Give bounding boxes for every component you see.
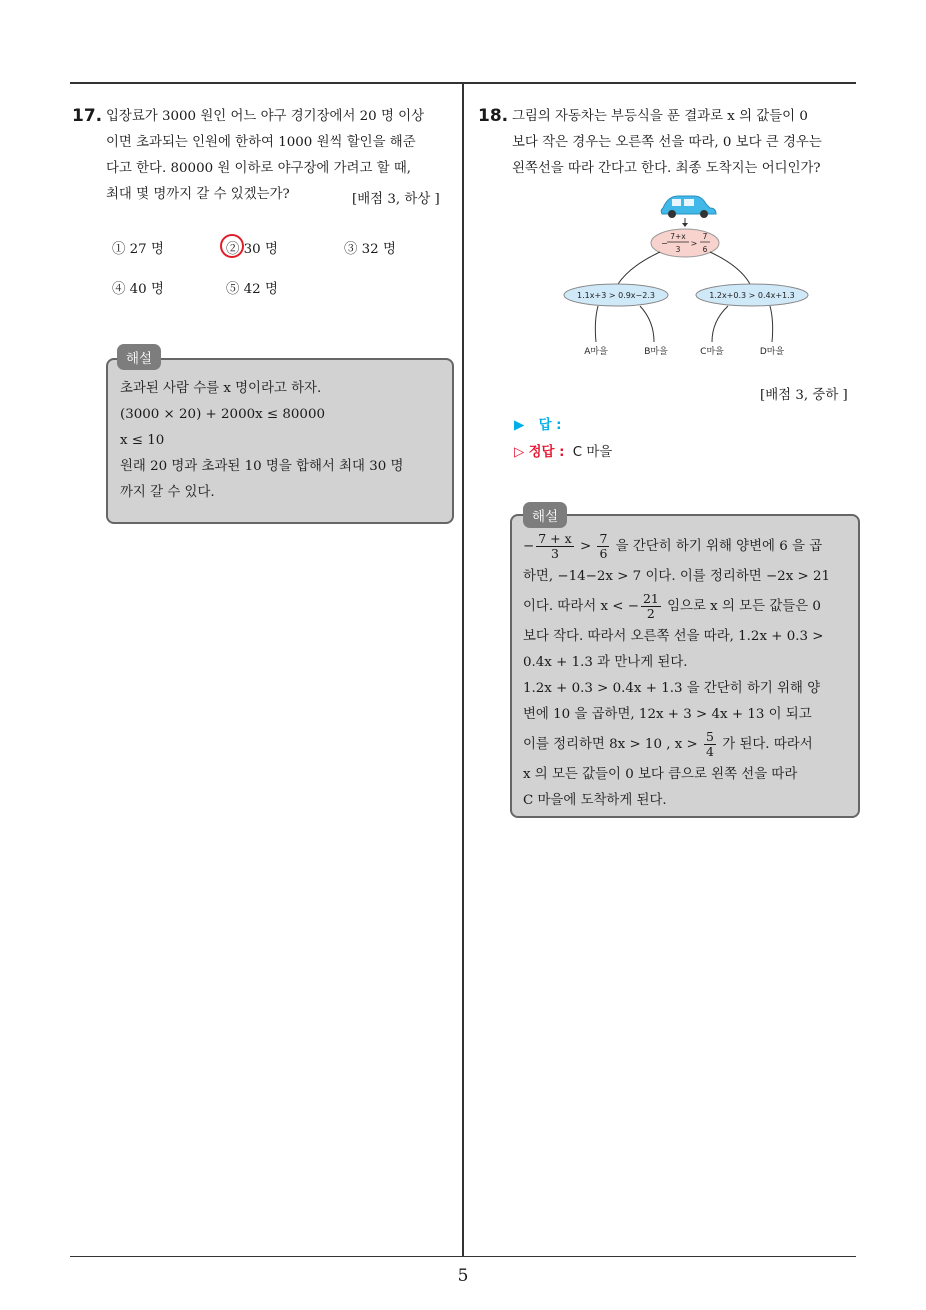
choice-text: 40 명	[129, 282, 164, 297]
choice-4[interactable]	[112, 278, 164, 297]
choice-text: 30 명	[243, 242, 278, 257]
question-number: 17.	[72, 106, 103, 126]
outline-play-icon: ▷	[514, 445, 525, 460]
correct-value: C 마을	[572, 445, 613, 460]
explanation-box	[510, 514, 860, 818]
leaf-b-village: B마을	[644, 347, 668, 357]
fraction	[641, 592, 661, 621]
explanation-line: 변에 10 을 곱하면, 12x + 3 > 4x + 13 이 되고	[523, 707, 812, 722]
fraction-denominator: 2	[646, 606, 655, 621]
explanation-line: 0.4x + 1.3 과 만나게 된다.	[523, 655, 688, 670]
bottom-rule	[70, 1256, 856, 1257]
left-node-label: 1.1x+3 > 0.9x−2.3	[577, 291, 655, 300]
choice-mark: ②	[226, 242, 240, 257]
answer-label: 답 :	[538, 418, 562, 433]
choice-text: 32 명	[361, 242, 396, 257]
choice-3[interactable]	[344, 238, 396, 257]
explanation-text-run: 이다. 따라서 x < −	[523, 599, 639, 614]
car-icon	[661, 196, 716, 218]
fraction-denominator: 3	[550, 546, 559, 561]
question-line: 다고 한다. 80000 원 이하로 야구장에 가려고 할 때,	[106, 161, 412, 176]
explanation-line: 하면, −14−2x > 7 이다. 이를 정리하면 −2x > 21	[523, 569, 831, 584]
explanation-line: 원래 20 명과 초과된 10 명을 합해서 최대 30 명	[120, 459, 404, 474]
explanation-line: x 의 모든 값들이 0 보다 큼으로 왼쪽 선을 따라	[523, 767, 798, 782]
choice-1[interactable]	[112, 238, 164, 257]
explanation-text-run: 임으로 x 의 모든 값들은 0	[667, 599, 821, 614]
question-text	[512, 104, 862, 182]
fraction-numerator: 21	[642, 591, 659, 606]
leaf-c-village: C마을	[700, 347, 724, 357]
choice-mark: ③	[344, 242, 358, 257]
question-number: 18.	[478, 106, 509, 126]
play-icon: ▶	[514, 418, 525, 433]
choice-2[interactable]	[226, 238, 278, 257]
explanation-line	[523, 530, 851, 564]
explanation-line	[523, 728, 851, 762]
choice-mark: ①	[112, 242, 126, 257]
question-line: 최대 몇 명까지 갈 수 있겠는가?	[106, 187, 290, 202]
question-line: 이면 초과되는 인원에 한하여 1000 원씩 할인을 해준	[106, 135, 416, 150]
choice-mark: ⑤	[226, 282, 240, 297]
question-line: 그림의 자동차는 부등식을 푼 결과로 x 의 값들이 0	[512, 109, 808, 124]
math-operator: >	[579, 539, 592, 554]
explanation-line: 1.2x + 0.3 > 0.4x + 1.3 을 간단히 하기 위해 양	[523, 681, 821, 696]
root-node-minus: −	[661, 239, 668, 248]
fraction-numerator: 7	[599, 531, 608, 546]
leaf-d-village: D마을	[759, 347, 785, 357]
leaf-a-village: A마을	[584, 347, 608, 357]
fraction	[536, 532, 573, 561]
fraction	[704, 730, 716, 759]
correct-label: 정답 :	[528, 445, 565, 460]
explanation-line	[523, 590, 851, 624]
root-node-right-denominator: 6	[702, 245, 708, 254]
fraction-numerator: 7 + x	[538, 531, 572, 546]
explanation-line: (3000 × 20) + 2000x ≤ 80000	[120, 407, 325, 422]
question-line: 왼쪽선을 따라 간다고 한다. 최종 도착지는 어디인가?	[512, 161, 821, 176]
fraction	[597, 532, 609, 561]
page-number: 5	[457, 1266, 469, 1286]
correct-answer-line	[514, 441, 612, 460]
explanation-line: x ≤ 10	[120, 433, 165, 448]
explanation-box	[106, 358, 454, 524]
explanation-line: C 마을에 도착하게 된다.	[523, 793, 667, 808]
score-meta: [배점 3, 중하 ]	[760, 388, 848, 403]
root-node-operator: >	[690, 239, 698, 248]
fraction-denominator: 6	[599, 546, 608, 561]
explanation-line: 까지 갈 수 있다.	[120, 485, 215, 500]
fraction-denominator: 4	[706, 744, 714, 759]
answer-line	[514, 414, 562, 433]
explanation-tag: 해설	[117, 344, 161, 370]
fraction-numerator: 5	[706, 729, 714, 744]
explanation-text	[120, 376, 446, 506]
question-line: 입장료가 3000 원인 어느 야구 경기장에서 20 명 이상	[106, 109, 425, 124]
explanation-text-run: 을 간단히 하기 위해 양변에 6 을 곱	[615, 539, 823, 554]
root-node-right-numerator: 7	[702, 232, 708, 241]
choice-text: 27 명	[129, 242, 164, 257]
right-node-label: 1.2x+0.3 > 0.4x+1.3	[709, 291, 795, 300]
choice-mark: ④	[112, 282, 126, 297]
root-node-numerator: 7+x	[670, 232, 686, 241]
choice-5[interactable]	[226, 278, 278, 297]
column-divider	[462, 83, 464, 1257]
explanation-text-run: 가 된다. 따라서	[722, 737, 813, 752]
question-line: 보다 작은 경우는 오른쪽 선을 따라, 0 보다 큰 경우는	[512, 135, 822, 150]
score-meta: [배점 3, 하상 ]	[352, 192, 440, 207]
root-node-denominator: 3	[675, 245, 681, 254]
down-arrow-icon	[682, 218, 688, 227]
math-minus: −	[523, 539, 535, 554]
explanation-text-run: 이를 정리하면 8x > 10 , x >	[523, 737, 698, 752]
choice-text: 42 명	[243, 282, 278, 297]
explanation-text	[523, 530, 851, 814]
explanation-line: 보다 작다. 따라서 오른쪽 선을 따라, 1.2x + 0.3 >	[523, 629, 824, 644]
explanation-line: 초과된 사람 수를 x 명이라고 하자.	[120, 381, 322, 396]
explanation-tag: 해설	[523, 502, 567, 528]
route-diagram	[560, 186, 810, 366]
